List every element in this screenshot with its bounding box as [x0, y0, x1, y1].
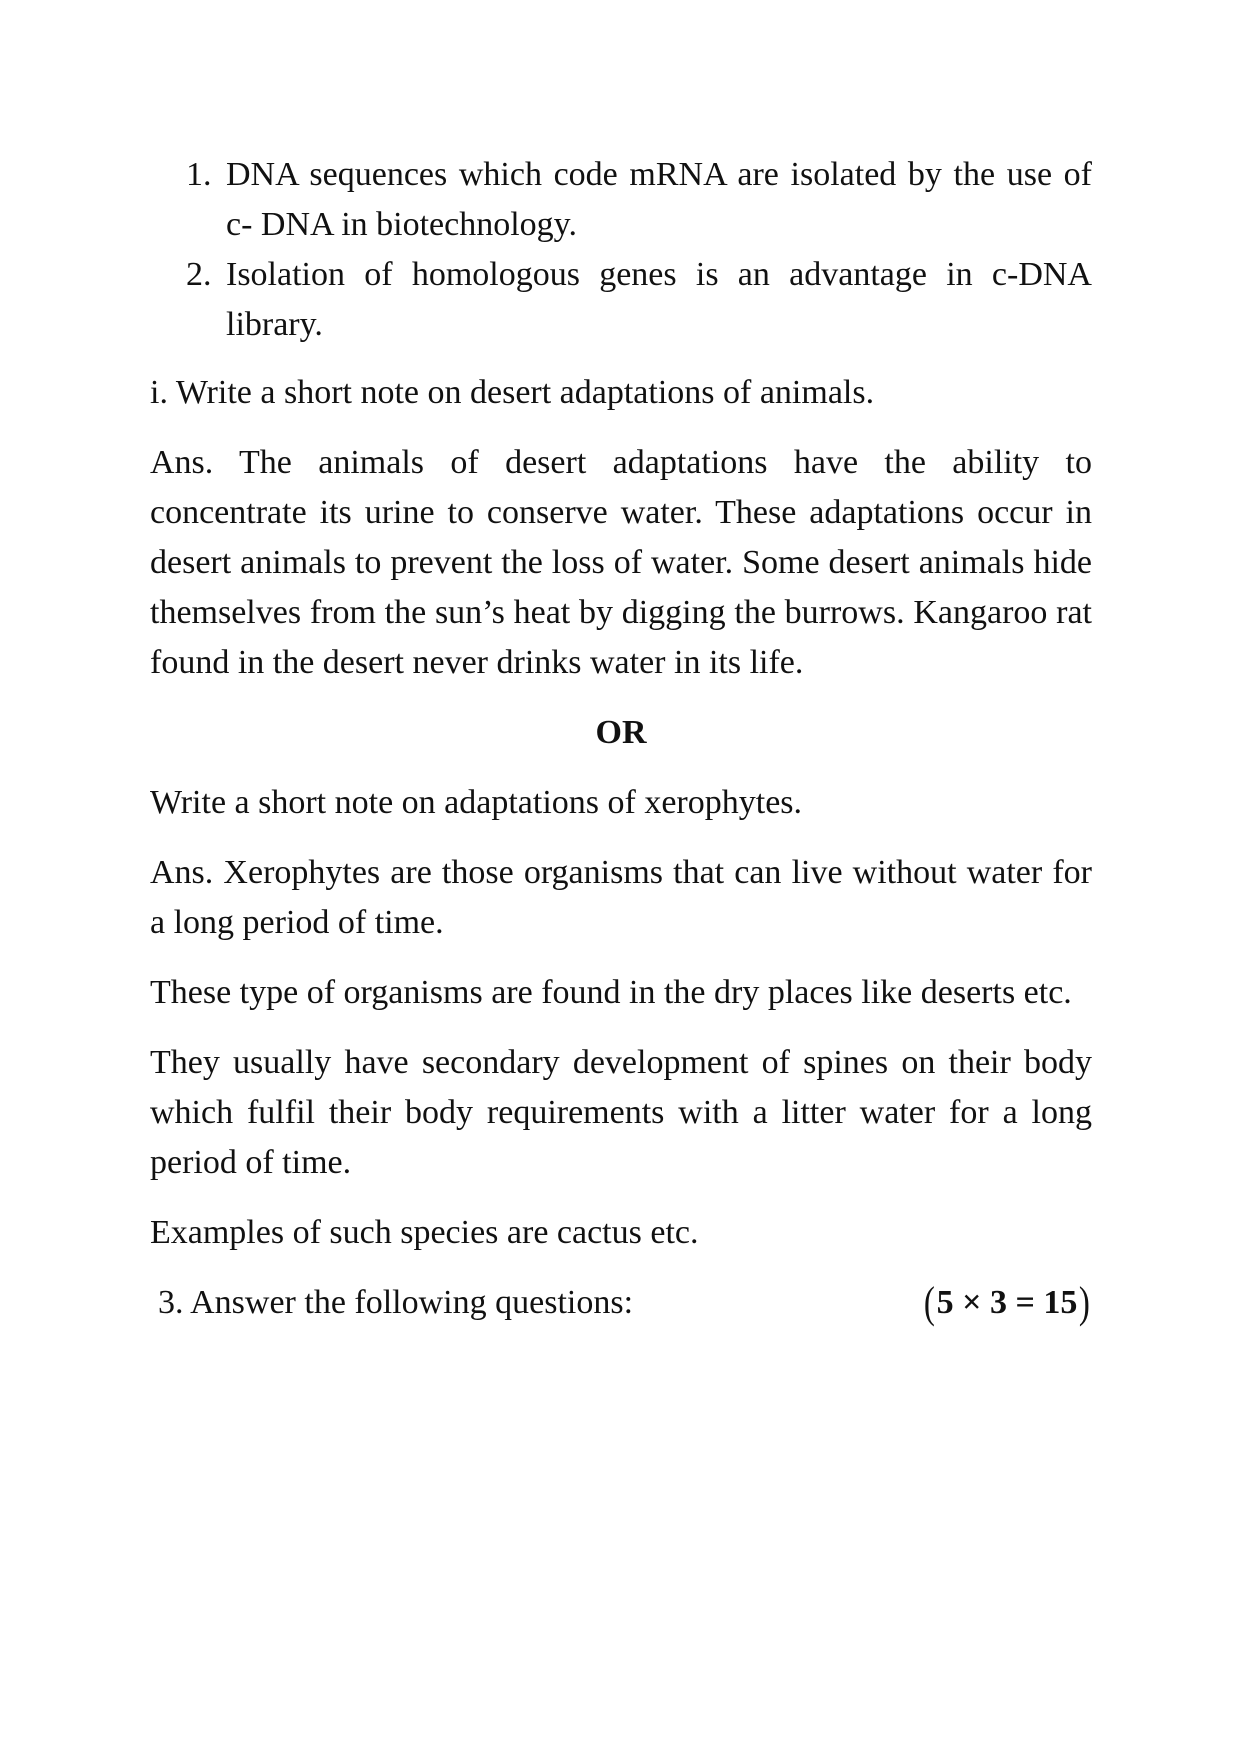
- page-content: [150, 150, 1092, 1328]
- marks-value: 5 × 3 = 15: [936, 1284, 1078, 1321]
- or-divider: OR: [595, 714, 647, 751]
- marks-paren-open: (: [923, 1278, 935, 1327]
- list-number: 2.: [186, 256, 212, 293]
- answer-alt-paragraph: These type of organisms are found in the dry places like deserts etc.: [150, 974, 1072, 1011]
- answer-alt-paragraph: They usually have secondary development of spines on their body which fulfil their body requirements with a litter water for a long period of time.: [150, 1044, 1092, 1181]
- list-item: [150, 250, 1092, 350]
- list-number: 1.: [186, 156, 212, 193]
- list-text: Isolation of homologous genes is an advantage in c-DNA library.: [226, 256, 1092, 343]
- answer-i: Ans. The animals of desert adaptations have the ability to concentrate its urine to conserve water. These adaptations occur in desert animals to prevent the loss of water. Some desert animals hide themselves from the sun’s heat by digging the burrows. Kangaroo rat found in the desert never drinks water in its life.: [150, 444, 1092, 681]
- numbered-points: [150, 150, 1092, 350]
- question-3: [150, 1278, 1092, 1328]
- question-alt: Write a short note on adaptations of xerophytes.: [150, 784, 803, 821]
- question-3-label: 3. Answer the following questions:: [158, 1284, 634, 1321]
- answer-alt-paragraph: Ans. Xerophytes are those organisms that can live without water for a long period of time.: [150, 854, 1092, 941]
- question-i: i. Write a short note on desert adaptations of animals.: [150, 374, 875, 411]
- marks-paren-close: ): [1079, 1278, 1091, 1327]
- marks-badge: [922, 1278, 1092, 1328]
- list-text: DNA sequences which code mRNA are isolated by the use of c- DNA in biotechnology.: [226, 156, 1092, 243]
- answer-alt-paragraph: Examples of such species are cactus etc.: [150, 1214, 699, 1251]
- list-item: [150, 150, 1092, 250]
